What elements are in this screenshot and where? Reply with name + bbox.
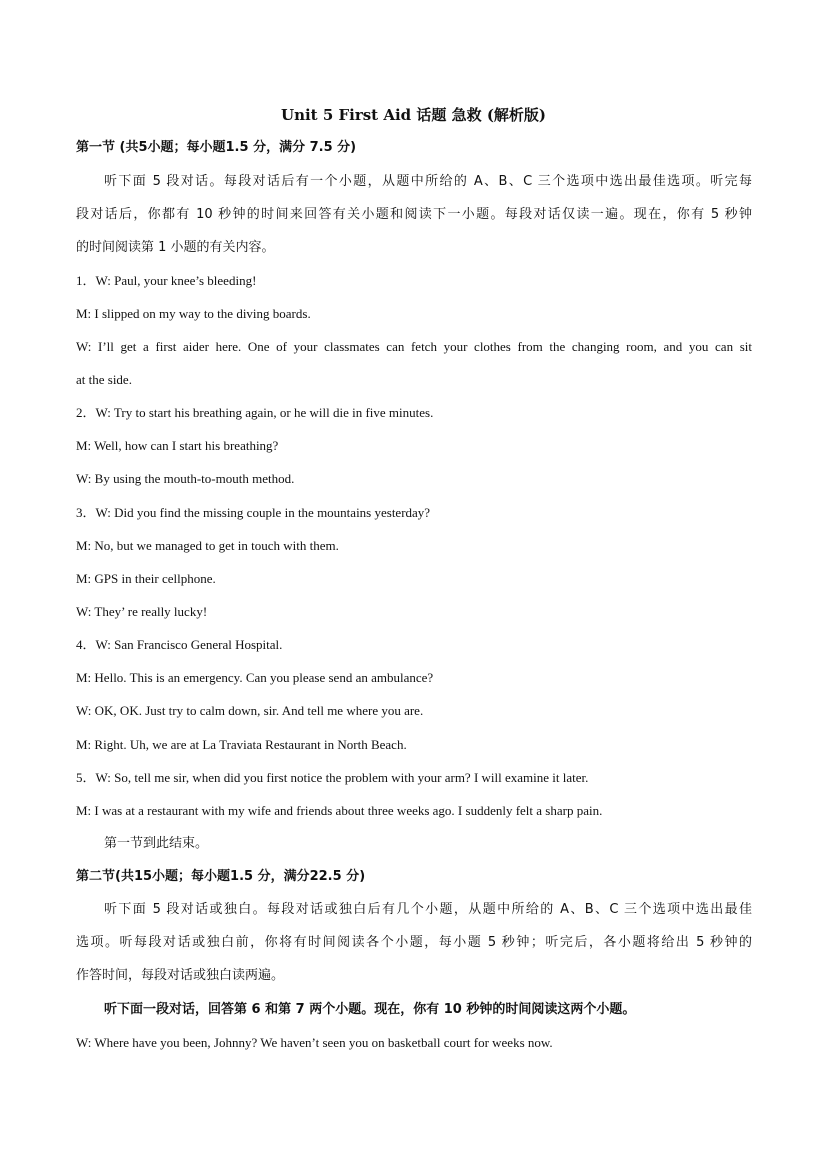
- section2-instruction-line: 选项。听每段对话或独白前，你将有时间阅读各个小题，每小题 5 秒钟；听完后，各小题将给出 5 秒钟的: [76, 935, 752, 950]
- dialogue-line: M: GPS in their cellphone.: [76, 571, 216, 586]
- dialogue-line: 2．W: Try to start his breathing again, or he will die in five minutes.: [76, 405, 434, 420]
- dialogue-line: M: I was at a restaurant with my wife and friends about three weeks ago. I suddenly felt a sharp pain.: [76, 803, 603, 818]
- dialogue-line: M: Hello. This is an emergency. Can you please send an ambulance?: [76, 670, 434, 685]
- dialogue-line: 3．W: Did you find the missing couple in the mountains yesterday?: [76, 505, 431, 520]
- dialogue-line: M: I slipped on my way to the diving boards.: [76, 306, 311, 321]
- dialogue-line: M: Well, how can I start his breathing?: [76, 438, 279, 453]
- section2-heading: 第二节(共15小题；每小题1.5 分，满分22.5 分): [76, 869, 366, 884]
- document-title: Unit 5 First Aid 话题 急救 (解析版): [280, 106, 547, 124]
- dialogue-line: at the side.: [76, 372, 132, 387]
- section2-instruction-line: 作答时间，每段对话或独白读两遍。: [76, 968, 285, 983]
- dialogue-line: W: OK, OK. Just try to calm down, sir. And tell me where you are.: [76, 703, 424, 718]
- dialogue-line: W: They’ re really lucky!: [76, 604, 208, 619]
- section2-prompt: 听下面一段对话，回答第 6 和第 7 两个小题。现在，你有 10 秒钟的时间阅读这两个小题。: [104, 1002, 636, 1017]
- dialogue-line: 1．W: Paul, your knee’s bleeding!: [76, 273, 257, 288]
- section1-heading: 第一节 (共5小题；每小题1.5 分，满分 7.5 分): [76, 140, 357, 155]
- dialogue-line: 4．W: San Francisco General Hospital.: [76, 637, 283, 652]
- dialogue-line: M: Right. Uh, we are at La Traviata Restaurant in North Beach.: [76, 737, 407, 752]
- dialogue-line: 5．W: So, tell me sir, when did you first notice the problem with your arm? I will examine it later.: [76, 770, 589, 785]
- dialogue-line: W: Where have you been, Johnny? We haven’t seen you on basketball court for weeks now.: [76, 1035, 553, 1050]
- section2-instruction-line: 听下面 5 段对话或独白。每段对话或独白后有几个小题，从题中所给的 A、B、C 三个选项中选出最佳: [104, 902, 752, 917]
- section1-end-note: 第一节到此结束。: [104, 836, 209, 851]
- dialogue-line: M: No, but we managed to get in touch with them.: [76, 538, 339, 553]
- section1-instruction-line: 的时间阅读第 1 小题的有关内容。: [76, 240, 275, 255]
- section1-instruction-line: 听下面 5 段对话。每段对话后有一个小题，从题中所给的 A、B、C 三个选项中选出最佳选项。听完每: [104, 174, 752, 189]
- dialogue-line: W: By using the mouth-to-mouth method.: [76, 471, 295, 486]
- dialogue-line: W: I’ll get a first aider here. One of your classmates can fetch your clothes from the changing room, and you can sit: [76, 339, 752, 354]
- section1-instruction-line: 段对话后，你都有 10 秒钟的时间来回答有关小题和阅读下一小题。每段对话仅读一遍。现在，你有 5 秒钟: [76, 207, 752, 222]
